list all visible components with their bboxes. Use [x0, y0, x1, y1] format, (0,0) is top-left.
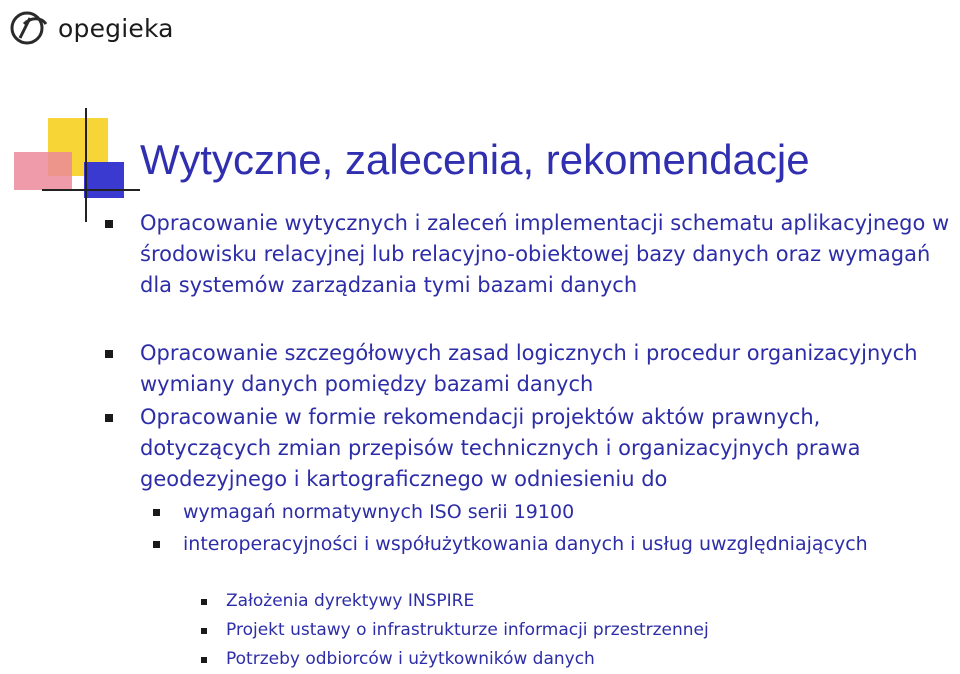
- bullet-text: Projekt ustawy o infrastrukturze informacji przestrzennej: [226, 620, 709, 640]
- sub-bullet-item: [183, 498, 943, 526]
- slide-title: Wytyczne, zalecenia, rekomendacje: [140, 136, 810, 183]
- square-bullet-icon: [105, 414, 113, 422]
- bullet-text: wymagań normatywnych ISO serii 19100: [183, 501, 575, 523]
- title-decoration: [0, 0, 140, 225]
- sub-sub-bullet-item: [226, 587, 946, 616]
- square-bullet-icon: [105, 350, 113, 358]
- bullet-text: interoperacyjności i współużytkowania danych i usług uwzględniających: [183, 533, 868, 555]
- bullet-text: Opracowanie w formie rekomendacji projektów aktów prawnych, dotyczących zmian przepisów technicznych i organizacyjnych prawa geodezyjnego i kartograficznego w odniesieniu do: [140, 405, 861, 491]
- sub-bullet-item: [183, 530, 943, 558]
- bullet-text: Potrzeby odbiorców i użytkowników danych: [226, 649, 595, 669]
- square-bullet-icon: [201, 657, 207, 663]
- bullet-item: [140, 402, 952, 495]
- bullet-text: Założenia dyrektywy INSPIRE: [226, 591, 475, 611]
- bullet-text: Opracowanie wytycznych i zaleceń implementacji schematu aplikacyjnego w środowisku relacyjnej lub relacyjno-obiektowej bazy danych oraz wymagań dla systemów zarządzania tymi bazami danych: [140, 211, 950, 297]
- logo-text: opegieka: [58, 13, 174, 43]
- bullet-item: [140, 208, 952, 301]
- square-bullet-icon: [201, 599, 207, 605]
- square-bullet-icon: [201, 628, 207, 634]
- sub-sub-bullet-item: [226, 616, 946, 645]
- bullet-text: Opracowanie szczegółowych zasad logicznych i procedur organizacyjnych wymiany danych pomiędzy bazami danych: [140, 341, 918, 396]
- square-bullet-icon: [153, 509, 160, 516]
- square-bullet-icon: [105, 220, 113, 228]
- sub-sub-bullet-item: [226, 645, 946, 674]
- square-bullet-icon: [153, 541, 160, 548]
- bullet-item: [140, 338, 952, 400]
